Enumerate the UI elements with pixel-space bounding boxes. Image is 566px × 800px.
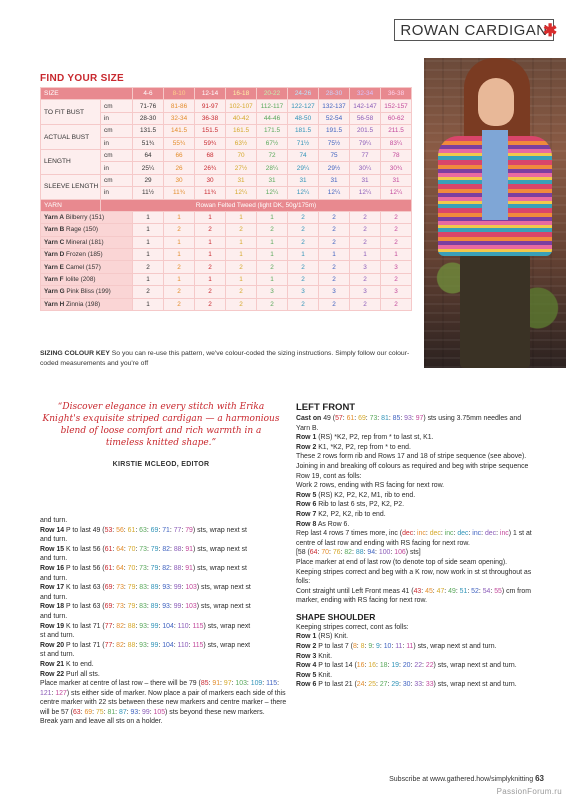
- yarn-qty: 2: [164, 224, 195, 236]
- value-cell: 29¼: [288, 162, 319, 174]
- yarn-qty: 1: [164, 273, 195, 285]
- paragraph: Work 2 rows, ending with RS facing for next row.: [296, 482, 445, 490]
- size-numbers: 24: 25: 27: 29: 30: 33: 33: [356, 681, 434, 689]
- quote-author: KIRSTIE MCLEOD, EDITOR: [112, 461, 210, 468]
- value-cell: 31: [319, 174, 350, 186]
- row-20: Row 20 P to last 71 (77: 82: 88: 93: 99: 104: 110: 115) sts, wrap next: [40, 641, 251, 649]
- shoulder-row-2: Row 2 P to last 7 (8: 8: 9: 9: 10: 11: 11) sts, wrap next st and turn.: [296, 643, 497, 651]
- size-col: 36-38: [381, 88, 412, 100]
- yarn-qty: 2: [381, 211, 412, 223]
- yarn-qty: 1: [164, 236, 195, 248]
- yarn-qty: 1: [133, 298, 164, 310]
- value-cell: 59¾: [195, 137, 226, 149]
- size-col: 8-10: [164, 88, 195, 100]
- paragraph: Joining in and breaking off colours as required and beg with stripe sequence Row 19, cont as folls:: [296, 462, 529, 480]
- value-cell: 131.5: [133, 125, 164, 137]
- yarn-qty: 1: [133, 211, 164, 223]
- text-line: st and turn.: [40, 651, 75, 659]
- value-cell: 40-42: [226, 112, 257, 124]
- size-numbers: 77: 82: 88: 93: 99: 104: 110: 115: [104, 622, 204, 630]
- yarn-qty: 3: [257, 286, 288, 298]
- shoulder-row-1: Row 1 (RS) Knit.: [296, 633, 349, 641]
- shoulder-row-4: Row 4 P to last 14 (16: 16: 18: 19: 20: 22: 22) sts, wrap next st and turn.: [296, 662, 517, 670]
- value-cell: 27½: [226, 162, 257, 174]
- header-box: [394, 19, 554, 41]
- value-cell: 191.5: [319, 125, 350, 137]
- yarn-qty: 3: [381, 286, 412, 298]
- unit-cell: cm: [101, 149, 133, 161]
- value-cell: 12¼: [257, 187, 288, 199]
- value-cell: 74: [288, 149, 319, 161]
- yarn-label: YARN: [41, 199, 101, 211]
- yarn-qty: 2: [164, 286, 195, 298]
- page-number: 63: [535, 774, 544, 783]
- value-cell: 78: [381, 149, 412, 161]
- unit-cell: cm: [101, 174, 133, 186]
- stitch-total: [58 (64: 70: 76: 82: 88: 94: 100: 106) sts]: [296, 549, 421, 557]
- unit-cell: in: [101, 112, 133, 124]
- value-cell: 11½: [133, 187, 164, 199]
- value-cell: 102-107: [226, 100, 257, 112]
- colour-key-label: SIZING COLOUR KEY: [40, 350, 110, 357]
- yarn-row: [41, 273, 412, 285]
- yarn-qty: 1: [164, 249, 195, 261]
- value-cell: 161.5: [226, 125, 257, 137]
- row-18: Row 18 P to last 63 (69: 73: 79: 83: 89: 93: 99: 103) sts, wrap next st: [40, 603, 251, 611]
- measurement-row: [41, 149, 412, 161]
- shoulder-row-6: Row 6 P to last 21 (24: 25: 27: 29: 30: 33: 33) sts, wrap next st and turn.: [296, 681, 517, 689]
- model-photo: [424, 58, 566, 368]
- value-cell: 31: [381, 174, 412, 186]
- size-numbers: 69: 73: 79: 83: 89: 93: 99: 103: [104, 584, 197, 592]
- yarn-qty: 1: [226, 273, 257, 285]
- pull-quote: “Discover elegance in every stitch with Erika Knight's exquisite striped cardigan — a harmonious blend of loose comfort and rich warmth in a timeless knitted shape.”: [42, 402, 280, 448]
- value-cell: 122-127: [288, 100, 319, 112]
- value-cell: 79¼: [350, 137, 381, 149]
- yarn-qty: 2: [319, 298, 350, 310]
- yarn-qty: 2: [226, 261, 257, 273]
- yarn-qty: 2: [381, 273, 412, 285]
- yarn-qty: 2: [226, 224, 257, 236]
- measurement-label: SLEEVE LENGTH: [41, 174, 101, 199]
- yarn-qty: 2: [288, 298, 319, 310]
- value-cell: 12¼: [350, 187, 381, 199]
- yarn-qty: 2: [350, 298, 381, 310]
- yarn-qty: 2: [226, 298, 257, 310]
- text-line: and turn.: [40, 612, 68, 620]
- value-cell: 12¼: [288, 187, 319, 199]
- value-cell: 29: [133, 174, 164, 186]
- value-cell: 132-137: [319, 100, 350, 112]
- size-numbers: 77: 82: 88: 93: 99: 104: 110: 115: [104, 641, 204, 649]
- yarn-qty: 2: [288, 211, 319, 223]
- value-cell: 77: [350, 149, 381, 161]
- value-cell: 29½: [319, 162, 350, 174]
- value-cell: 152-157: [381, 100, 412, 112]
- yarn-row: [41, 261, 412, 273]
- yarn-qty: 1: [195, 211, 226, 223]
- value-cell: 31: [350, 174, 381, 186]
- unit-cell: in: [101, 187, 133, 199]
- yarn-row: [41, 224, 412, 236]
- yarn-qty: 2: [226, 286, 257, 298]
- size-numbers: 63: 69: 75: 81: 87: 93: 99: 105: [72, 708, 166, 716]
- yarn-qty: 2: [381, 224, 412, 236]
- yarn-qty: 2: [257, 298, 288, 310]
- yarn-qty: 2: [350, 236, 381, 248]
- value-cell: 67½: [257, 137, 288, 149]
- row-7: Row 7 K2, P2, K2, rib to end.: [296, 510, 386, 518]
- yarn-name: Yarn D Frozen (185): [41, 249, 133, 261]
- paragraph: Keeping stripes correct, cont as folls:: [296, 623, 409, 631]
- value-cell: 112-117: [257, 100, 288, 112]
- value-cell: 60-62: [381, 112, 412, 124]
- measurement-label: TO FIT BUST: [41, 100, 101, 125]
- value-cell: 26: [164, 162, 195, 174]
- subscribe-link[interactable]: Subscribe at www.gathered.how/simplyknitting: [389, 776, 534, 783]
- unit-cell: in: [101, 162, 133, 174]
- value-cell: 11¾: [195, 187, 226, 199]
- size-table: [40, 87, 412, 311]
- yarn-name: Yarn G Pink Bliss (199): [41, 286, 133, 298]
- text-line: st and turn.: [40, 632, 75, 640]
- yarn-qty: 2: [319, 224, 350, 236]
- value-cell: 56-58: [350, 112, 381, 124]
- yarn-qty: 2: [319, 273, 350, 285]
- paragraph: These 2 rows form rib and Rows 17 and 18 of stripe sequence (see above).: [296, 453, 527, 461]
- yarn-row: [41, 211, 412, 223]
- value-cell: 71-76: [133, 100, 164, 112]
- value-cell: 68: [195, 149, 226, 161]
- value-cell: 12¼: [381, 187, 412, 199]
- value-cell: 28¼: [257, 162, 288, 174]
- value-cell: 201.5: [350, 125, 381, 137]
- yarn-name: Yarn E Camel (157): [41, 261, 133, 273]
- yarn-qty: 1: [257, 249, 288, 261]
- value-cell: 63½: [226, 137, 257, 149]
- yarn-qty: 1: [195, 236, 226, 248]
- measurement-row: [41, 100, 412, 112]
- row-15: Row 15 K to last 56 (61: 64: 70: 73: 79: 82: 88: 91) sts, wrap next st: [40, 545, 248, 553]
- yarn-qty: 1: [133, 273, 164, 285]
- measurement-label: ACTUAL BUST: [41, 125, 101, 150]
- yarn-qty: 2: [257, 261, 288, 273]
- yarn-qty: 1: [164, 211, 195, 223]
- yarn-qty: 2: [288, 224, 319, 236]
- yarn-qty: 2: [164, 261, 195, 273]
- value-cell: 181.5: [288, 125, 319, 137]
- yarn-row: [41, 298, 412, 310]
- value-cell: 32-34: [164, 112, 195, 124]
- yarn-qty: 1: [133, 224, 164, 236]
- value-cell: 75: [319, 149, 350, 161]
- yarn-qty: 2: [195, 224, 226, 236]
- size-col: 16-18: [226, 88, 257, 100]
- size-numbers: 69: 73: 79: 83: 89: 93: 99: 103: [104, 603, 197, 611]
- colour-key-text: So you can re-use this pattern, we've colour-coded the sizing instructions. Simply follow our colour-coded measurements and you're off: [40, 350, 410, 367]
- yarn-qty: 1: [257, 236, 288, 248]
- text-line: and turn.: [40, 555, 68, 563]
- left-front-title: LEFT FRONT: [296, 402, 356, 413]
- value-cell: 30: [195, 174, 226, 186]
- yarn-qty: 3: [319, 286, 350, 298]
- value-cell: 171.5: [257, 125, 288, 137]
- measurement-row: [41, 125, 412, 137]
- size-numbers: 16: 16: 18: 19: 20: 22: 22: [356, 662, 434, 670]
- yarn-qty: 2: [288, 273, 319, 285]
- yarn-name: Yarn A Bilberry (151): [41, 211, 133, 223]
- value-cell: 11¾: [164, 187, 195, 199]
- value-cell: 25¼: [133, 162, 164, 174]
- size-col: 32-34: [350, 88, 381, 100]
- value-cell: 48-50: [288, 112, 319, 124]
- value-cell: 70: [226, 149, 257, 161]
- yarn-qty: 1: [195, 249, 226, 261]
- value-cell: 44-46: [257, 112, 288, 124]
- yarn-qty: 2: [381, 298, 412, 310]
- yarn-qty: 1: [288, 249, 319, 261]
- yarn-qty: 1: [257, 211, 288, 223]
- shape-shoulder-title: SHAPE SHOULDER: [296, 611, 376, 622]
- value-cell: 31: [226, 174, 257, 186]
- value-cell: 75½: [319, 137, 350, 149]
- value-cell: 64: [133, 149, 164, 161]
- yarn-qty: 2: [381, 236, 412, 248]
- row-21: Row 21 K to end.: [40, 660, 94, 668]
- yarn-qty: 1: [226, 236, 257, 248]
- size-numbers: 85: 91: 97: 103: 109: 115: 121: 127: [40, 680, 280, 697]
- size-numbers: 43: 45: 47: 49: 51: 52: 54: 55: [413, 587, 502, 595]
- row-22: Row 22 Purl all sts.: [40, 670, 100, 678]
- value-cell: 26¾: [195, 162, 226, 174]
- value-cell: 91-97: [195, 100, 226, 112]
- size-numbers: 64: 70: 76: 82: 88: 94: 100: 106: [309, 549, 406, 557]
- size-col: 28-30: [319, 88, 350, 100]
- yarn-qty: 2: [133, 286, 164, 298]
- yarn-qty: 3: [350, 261, 381, 273]
- unit-cell: in: [101, 137, 133, 149]
- yarn-qty: 3: [381, 261, 412, 273]
- row-6: Row 6 Rib to last 6 sts, P2, K2, P2.: [296, 501, 405, 509]
- yarn-qty: 2: [133, 261, 164, 273]
- yarn-qty: 1: [195, 273, 226, 285]
- yarn-qty: 3: [350, 286, 381, 298]
- size-numbers: 8: 8: 9: 9: 10: 11: 11: [352, 643, 414, 651]
- yarn-qty: 3: [288, 286, 319, 298]
- yarn-qty: 2: [288, 236, 319, 248]
- yarn-qty: 1: [257, 273, 288, 285]
- break-yarn: Break yarn and leave all sts on a holder.: [40, 718, 163, 726]
- yarn-qty: 1: [350, 249, 381, 261]
- yarn-qty: 2: [350, 224, 381, 236]
- yarn-row: [41, 236, 412, 248]
- right-column: [296, 400, 536, 690]
- row-8: Row 8 As Row 6.: [296, 520, 350, 528]
- yarn-row: [41, 249, 412, 261]
- value-cell: 30¾: [381, 162, 412, 174]
- yarn-qty: 2: [195, 286, 226, 298]
- sizing-colour-key: [40, 349, 410, 369]
- size-numbers: dec: inc: dec: inc: dec: inc: dec: inc: [402, 530, 509, 538]
- text-line: and turn.: [40, 593, 68, 601]
- yarn-name: Yarn C Mineral (181): [41, 236, 133, 248]
- size-col: 20-22: [257, 88, 288, 100]
- watermark: PassionForum.ru: [496, 787, 562, 796]
- size-numbers: 53: 56: 61: 63: 69: 71: 77: 79: [104, 526, 193, 534]
- yarn-qty: 1: [226, 249, 257, 261]
- paragraph: Keeping stripes correct and beg with a K row, now work in st st throughout as folls:: [296, 568, 532, 586]
- text-line: and turn.: [40, 536, 68, 544]
- value-cell: 30¼: [350, 162, 381, 174]
- yarn-qty: 1: [133, 236, 164, 248]
- value-cell: 30: [164, 174, 195, 186]
- value-cell: 51¾: [133, 137, 164, 149]
- yarn-qty: 2: [319, 261, 350, 273]
- yarn-qty: 2: [319, 236, 350, 248]
- value-cell: 31: [288, 174, 319, 186]
- row-14: Row 14 P to last 49 (53: 56: 61: 63: 69: 71: 77: 79) sts, wrap next st: [40, 526, 247, 534]
- size-col: 24-26: [288, 88, 319, 100]
- marker-paragraph: Place marker at centre of last row – there will be 79 (85: 91: 97: 103: 109: 115: 121: 127) sts either side of marker. Now place a pair of markers each side of this centre marker with 22 sts between these new markers and centre marker – there will be 57 (63: 69: 75: 81: 87: 93: 99: 105) sts beyond these new markers.: [40, 680, 287, 716]
- value-cell: 36-38: [195, 112, 226, 124]
- yarn-name: Yarn H Zinnia (198): [41, 298, 133, 310]
- paragraph: Cont straight until Left Front meas 41 (43: 45: 47: 49: 51: 52: 54: 55) cm from marker, ending with RS facing for next row.: [296, 587, 531, 605]
- text-line: and turn.: [40, 574, 68, 582]
- paragraph: Place marker at end of last row (to denote top of side seam opening).: [296, 558, 508, 566]
- yarn-name: Yarn B Rage (150): [41, 224, 133, 236]
- row-5: Row 5 (RS) K2, P2, K2, M1, rib to end.: [296, 491, 416, 499]
- text-line: and turn.: [40, 517, 68, 524]
- value-cell: 72: [257, 149, 288, 161]
- value-cell: 211.5: [381, 125, 412, 137]
- size-col: 4-6: [133, 88, 164, 100]
- size-header-row: [41, 88, 412, 100]
- yarn-qty: 1: [226, 211, 257, 223]
- size-numbers: 61: 64: 70: 73: 79: 82: 88: 91: [104, 564, 193, 572]
- yarn-qty: 1: [133, 249, 164, 261]
- yarn-qty: 2: [319, 211, 350, 223]
- value-cell: 55¾: [164, 137, 195, 149]
- row-16: Row 16 P to last 56 (61: 64: 70: 73: 79: 82: 88: 91) sts, wrap next st: [40, 564, 247, 572]
- shoulder-row-3: Row 3 Knit.: [296, 652, 332, 660]
- value-cell: 12¼: [319, 187, 350, 199]
- row-19: Row 19 K to last 71 (77: 82: 88: 93: 99: 104: 110: 115) sts, wrap next: [40, 622, 251, 630]
- yarn-qty: 1: [381, 249, 412, 261]
- measurement-row: [41, 174, 412, 186]
- yarn-qty: 2: [195, 261, 226, 273]
- value-cell: 71½: [288, 137, 319, 149]
- yarn-qty: 2: [195, 298, 226, 310]
- repeat-paragraph: Rep last 4 rows 7 times more, inc (dec: inc: dec: inc: dec: inc: dec: inc) 1 st at centre of last row and ending with RS facing for next row.: [296, 530, 532, 547]
- size-numbers: 57: 61: 69: 73: 81: 85: 93: 97: [335, 415, 424, 422]
- yarn-qty: 2: [350, 211, 381, 223]
- header-title: ROWAN CARDIGAN: [400, 21, 548, 39]
- yarn-description: Rowan Felted Tweed (light DK, 50g/175m): [101, 199, 412, 211]
- footer: [332, 774, 544, 783]
- row-17: Row 17 K to last 63 (69: 73: 79: 83: 89: 93: 99: 103) sts, wrap next st: [40, 584, 251, 592]
- yarn-qty: 2: [288, 261, 319, 273]
- star-icon: ✱: [543, 21, 558, 40]
- yarn-name: Yarn F Iolite (208): [41, 273, 133, 285]
- value-cell: 81-86: [164, 100, 195, 112]
- row-2: Row 2 K1, *K2, P2, rep from * to end.: [296, 443, 411, 451]
- cast-on: Cast on 49 (57: 61: 69: 73: 81: 85: 93: 97) sts using 3.75mm needles and Yarn B.: [296, 415, 522, 432]
- find-your-size-title: FIND YOUR SIZE: [40, 73, 125, 84]
- size-col: 12-14: [195, 88, 226, 100]
- unit-cell: cm: [101, 100, 133, 112]
- yarn-qty: 2: [257, 224, 288, 236]
- measurement-label: LENGTH: [41, 149, 101, 174]
- size-label: SIZE: [41, 88, 133, 100]
- value-cell: 12¼: [226, 187, 257, 199]
- value-cell: 151.5: [195, 125, 226, 137]
- yarn-qty: 1: [319, 249, 350, 261]
- unit-cell: cm: [101, 125, 133, 137]
- value-cell: 28-30: [133, 112, 164, 124]
- value-cell: 31: [257, 174, 288, 186]
- value-cell: 52-54: [319, 112, 350, 124]
- left-column: [40, 516, 288, 727]
- row-1: Row 1 (RS) *K2, P2, rep from * to last st, K1.: [296, 434, 434, 442]
- value-cell: 66: [164, 149, 195, 161]
- yarn-qty: 2: [164, 298, 195, 310]
- value-cell: 141.5: [164, 125, 195, 137]
- value-cell: 83¼: [381, 137, 412, 149]
- yarn-row: [41, 286, 412, 298]
- yarn-qty: 2: [350, 273, 381, 285]
- yarn-header-row: [41, 199, 412, 211]
- value-cell: 142-147: [350, 100, 381, 112]
- shoulder-row-5: Row 5 Knit.: [296, 671, 332, 679]
- size-numbers: 61: 64: 70: 73: 79: 82: 88: 91: [104, 545, 194, 553]
